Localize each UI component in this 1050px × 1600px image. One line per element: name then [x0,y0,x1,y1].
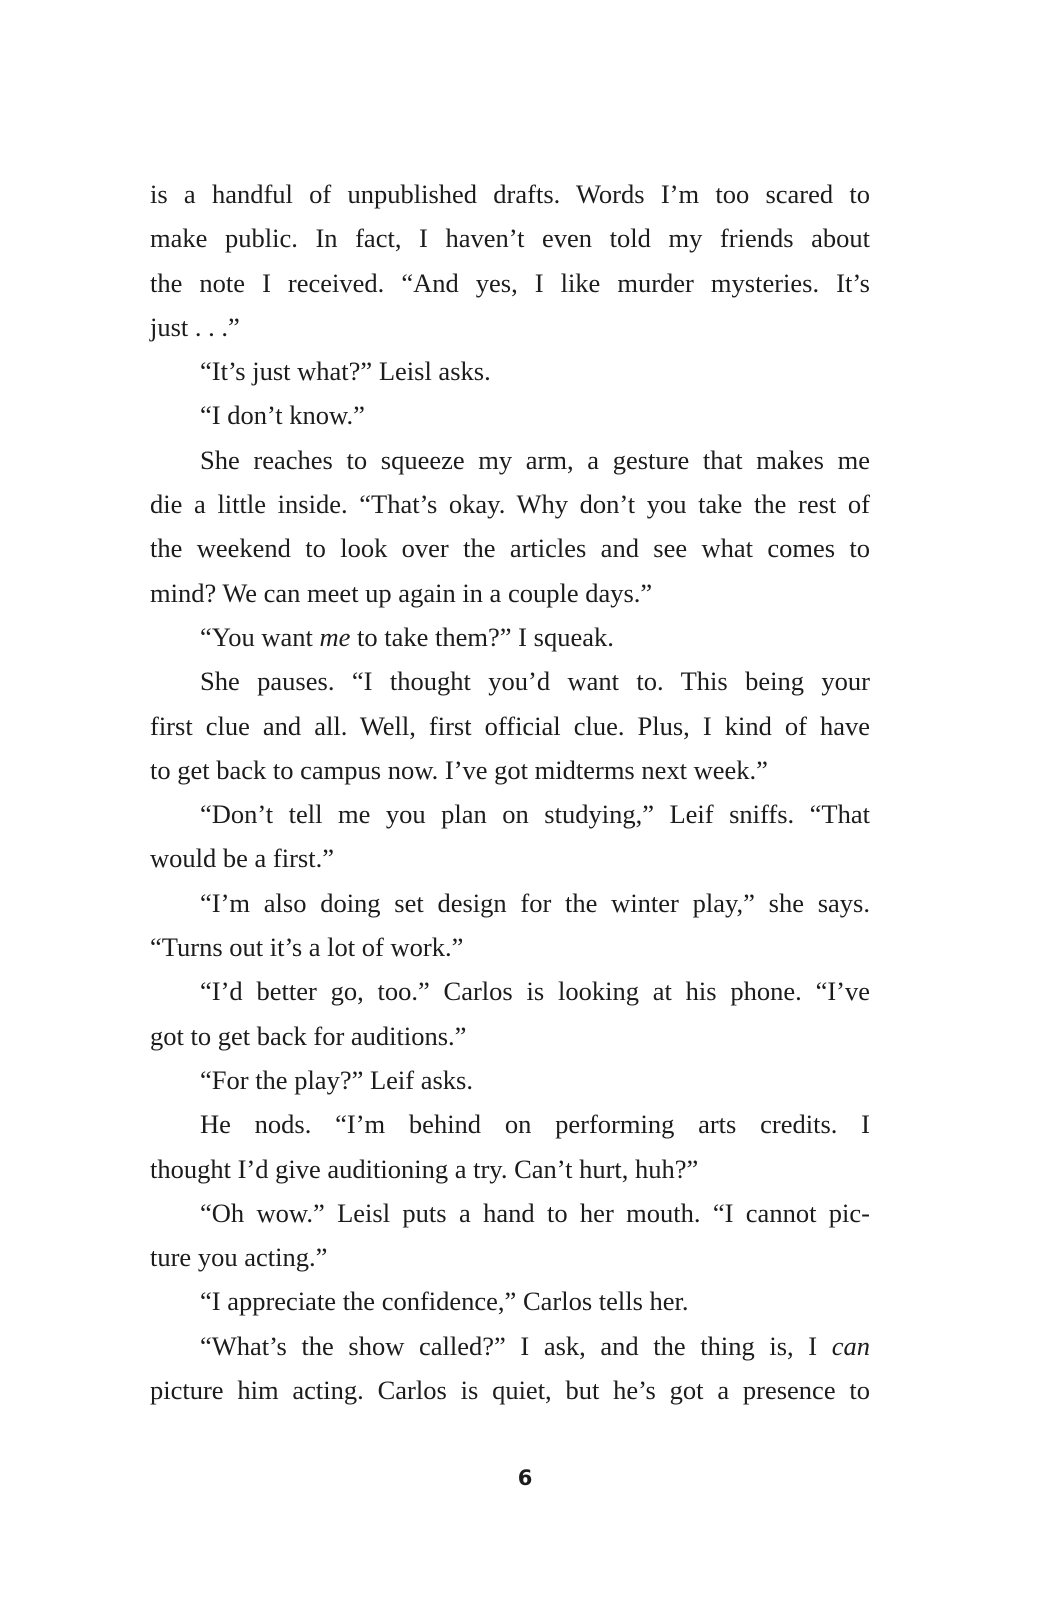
emphasis: can [831,1330,870,1361]
text-line: the weekend to look over the articles and see what comes to [150,533,870,564]
text-line: “What’s the show called?” I ask, and the thing is, I can [200,1330,870,1361]
text-line: “I’d better go, too.” Carlos is looking at his phone. “I’ve [200,976,870,1007]
text-line: She pauses. “I thought you’d want to. This being your [200,666,870,697]
text-line: “I’m also doing set design for the winter play,” she says. [200,887,870,918]
text-line: the note I received. “And yes, I like murder mysteries. It’s [150,267,870,298]
text-line: “Oh wow.” Leisl puts a hand to her mouth. “I cannot pic- [200,1197,870,1228]
text-line: “Turns out it’s a lot of work.” [150,932,464,963]
text-line: just . . .” [150,311,240,342]
text-line: first clue and all. Well, first official clue. Plus, I kind of have [150,710,870,741]
text-line: thought I’d give auditioning a try. Can’t hurt, huh?” [150,1153,699,1184]
text-line: “For the play?” Leif asks. [200,1064,473,1095]
text-line: mind? We can meet up again in a couple days.” [150,577,653,608]
text-line: ture you acting.” [150,1242,328,1273]
text-line: “I don’t know.” [200,400,365,431]
text-line: “You want me to take them?” I squeak. [200,621,614,652]
text-line: “Don’t tell me you plan on studying,” Leif sniffs. “That [200,799,870,830]
text-line: picture him acting. Carlos is quiet, but he’s got a presence to [150,1375,870,1406]
text-line: “It’s just what?” Leisl asks. [200,356,491,387]
text-line: got to get back for auditions.” [150,1020,467,1051]
text-line: would be a first.” [150,843,334,874]
body-text [150,172,870,1412]
emphasis: me [319,621,351,652]
text-line: She reaches to squeeze my arm, a gesture that makes me [200,444,870,475]
text-line: He nods. “I’m behind on performing arts credits. I [200,1109,870,1140]
text-line: make public. In fact, I haven’t even told my friends about [150,223,870,254]
text-line: die a little inside. “That’s okay. Why don’t you take the rest of [150,489,870,520]
text-line: to get back to campus now. I’ve got midterms next week.” [150,754,768,785]
page-number: 6 [517,1466,533,1490]
text-line: “I appreciate the confidence,” Carlos tells her. [200,1286,689,1317]
text-line: is a handful of unpublished drafts. Words I’m too scared to [150,179,870,209]
